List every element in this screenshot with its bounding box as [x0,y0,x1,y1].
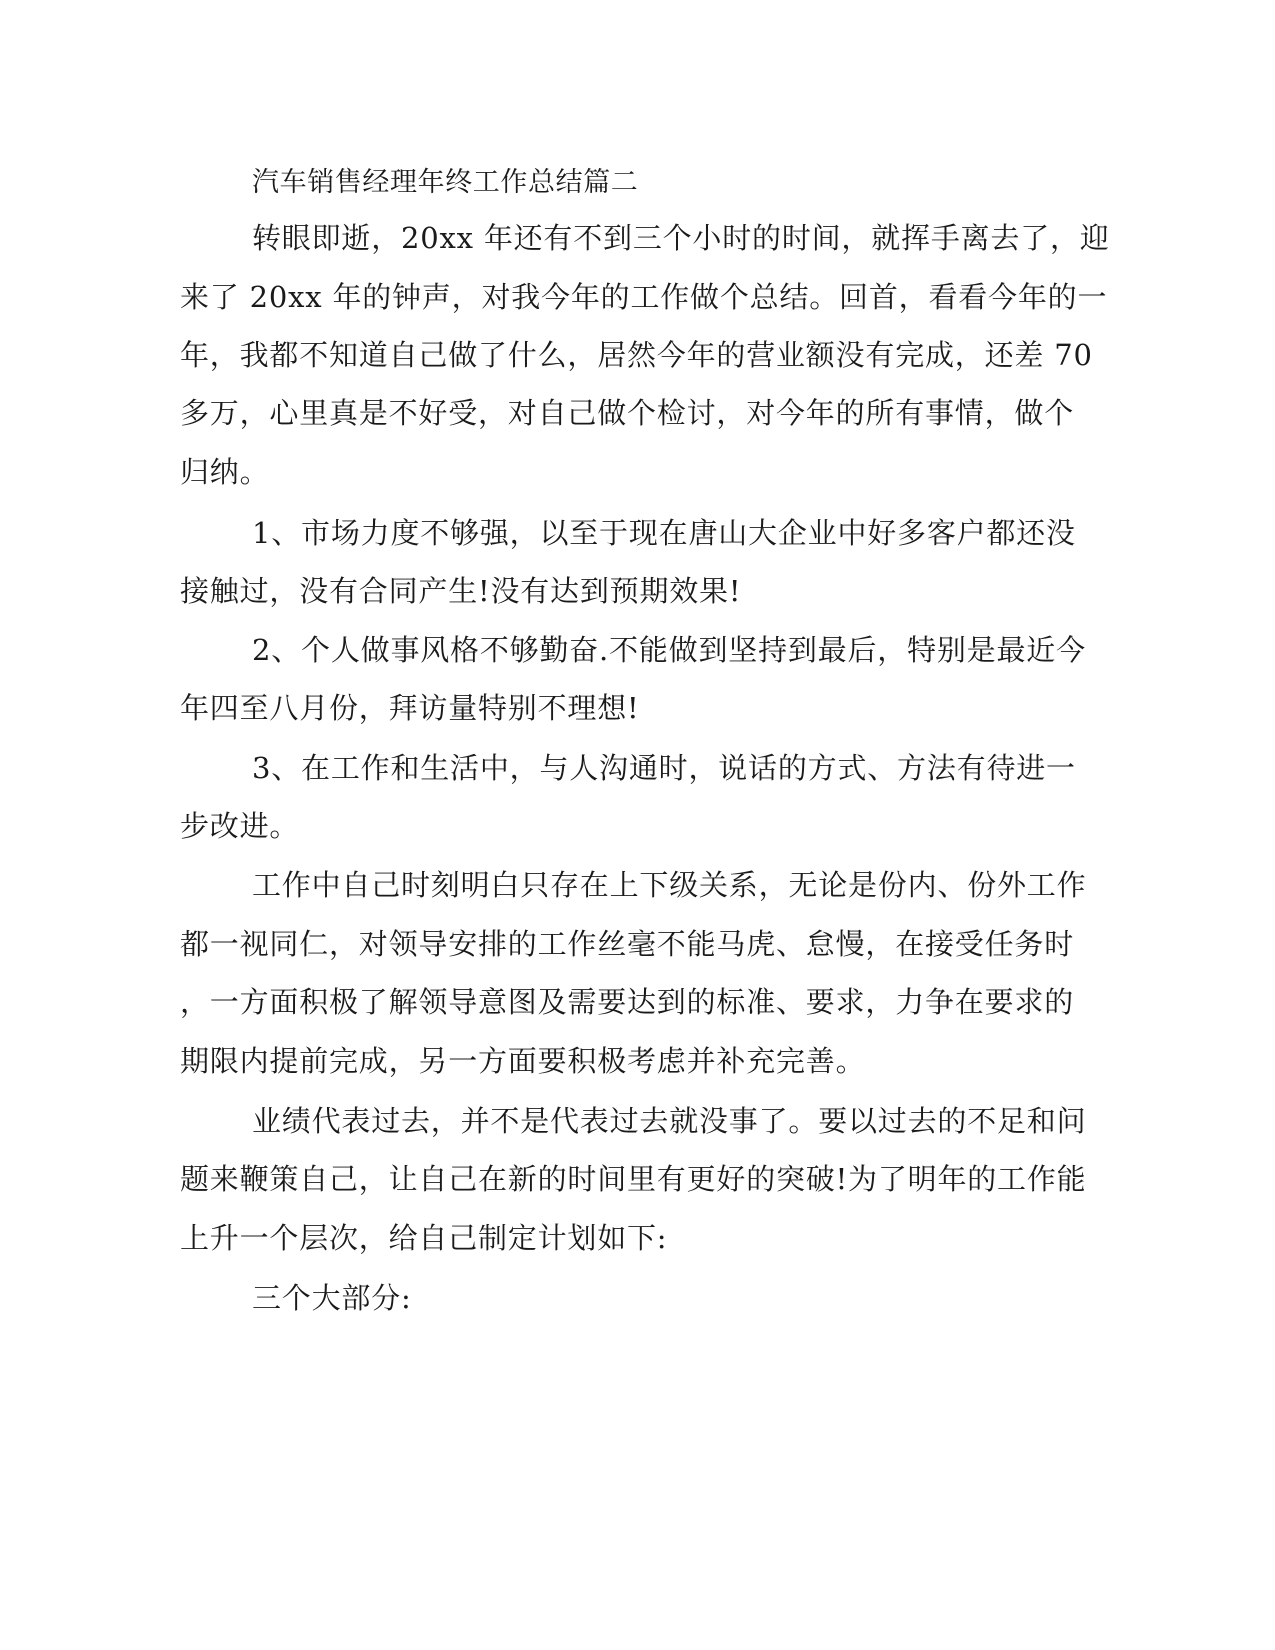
paragraph-line: 三个大部分: [252,1281,412,1315]
paragraph-line: 来了 20xx 年的钟声，对我今年的工作做个总结。回首，看看今年的一 [180,280,1108,314]
paragraph-line: 上升一个层次，给自己制定计划如下: [180,1221,668,1255]
document-title: 汽车销售经理年终工作总结篇二 [252,167,639,198]
paragraph-line: 转眼即逝，20xx 年还有不到三个小时的时间，就挥手离去了，迎 [252,221,1110,255]
paragraph-line: 年，我都不知道自己做了什么，居然今年的营业额没有完成，还差 70 [180,338,1093,372]
paragraph-line: 题来鞭策自己，让自己在新的时间里有更好的突破!为了明年的工作能 [180,1162,1087,1196]
paragraph-line: 1、市场力度不够强，以至于现在唐山大企业中好多客户都还没 [252,516,1076,550]
paragraph-line: ，一方面积极了解领导意图及需要达到的标准、要求，力争在要求的 [180,985,1075,1019]
paragraph-line: 期限内提前完成，另一方面要积极考虑并补充完善。 [180,1044,866,1078]
paragraph-line: 归纳。 [180,455,270,489]
paragraph-line: 都一视同仁，对领导安排的工作丝毫不能马虎、怠慢，在接受任务时 [180,927,1075,961]
paragraph-line: 多万，心里真是不好受，对自己做个检讨，对今年的所有事情，做个 [180,396,1075,430]
paragraph-line: 2、个人做事风格不够勤奋.不能做到坚持到最后，特别是最近今 [252,633,1086,667]
paragraph-line: 年四至八月份，拜访量特别不理想! [180,691,640,725]
paragraph-line: 工作中自己时刻明白只存在上下级关系，无论是份内、份外工作 [252,868,1087,902]
paragraph-line: 3、在工作和生活中，与人沟通时，说话的方式、方法有待进一 [252,751,1076,785]
paragraph-line: 步改进。 [180,809,300,843]
paragraph-line: 接触过，没有合同产生!没有达到预期效果! [180,574,742,608]
paragraph-line: 业绩代表过去，并不是代表过去就没事了。要以过去的不足和问 [252,1104,1087,1138]
